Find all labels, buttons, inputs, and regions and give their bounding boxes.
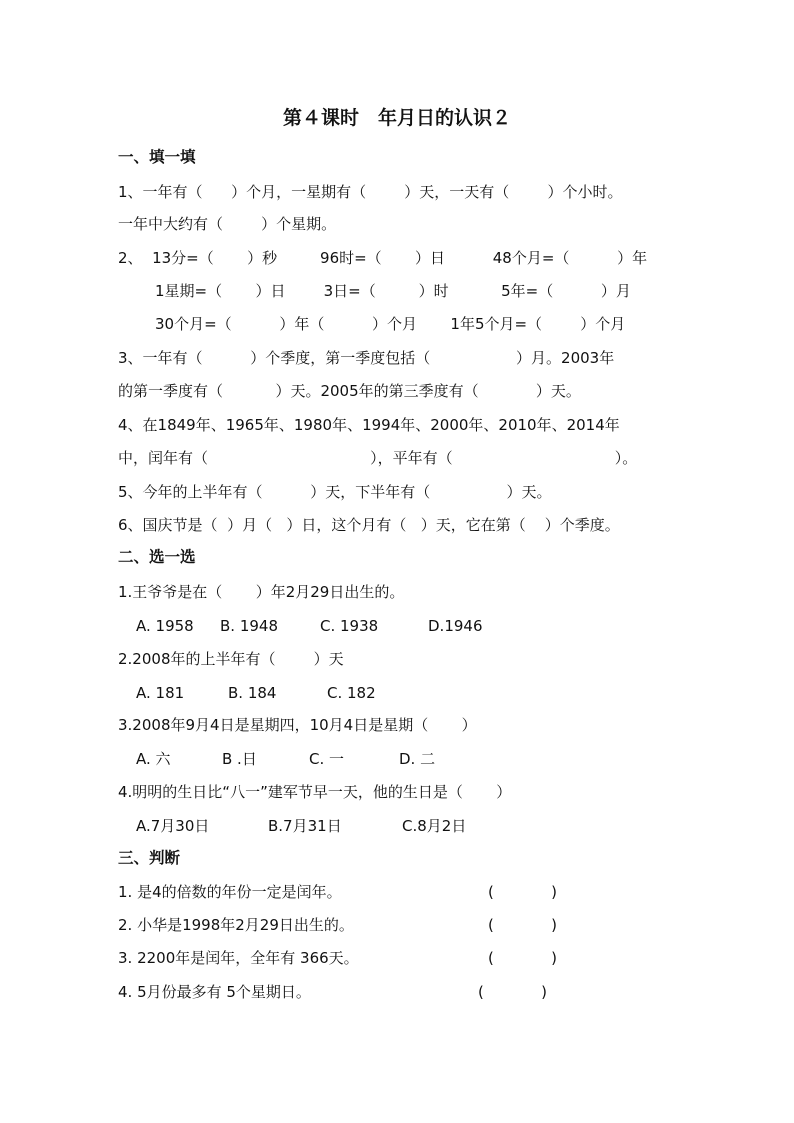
page-title: 第４课时 年月日的认识２	[282, 107, 511, 129]
fill-line-8: 4、在1849年、1965年、1980年、1994年、2000年、2010年、2014年	[118, 416, 620, 434]
fill-line-4: 1星期=（ ）日 3日=（ ）时 5年=（ ）月	[155, 282, 631, 300]
judge-answer-paren: ( )	[488, 949, 557, 967]
choice-option: D. 二	[399, 750, 436, 768]
choice-option: A. 六	[136, 750, 171, 768]
judge-item-2: 2. 小华是1998年2月29日出生的。	[118, 916, 354, 934]
choice-option: C. 一	[309, 750, 345, 768]
judge-item-1: 1. 是4的倍数的年份一定是闰年。	[118, 883, 342, 901]
judge-answer-paren: ( )	[478, 983, 547, 1001]
fill-line-10: 5、今年的上半年有（ ）天，下半年有（ ）天。	[118, 483, 552, 501]
judge-answer-paren: ( )	[488, 916, 557, 934]
choice-option: B.7月31日	[268, 817, 342, 835]
fill-line-7: 的第一季度有（ ）天。2005年的第三季度有（ ）天。	[118, 382, 581, 400]
fill-line-2: 一年中大约有（ ）个星期。	[118, 215, 337, 233]
choice-option: C.8月2日	[402, 817, 467, 835]
section-heading-choose: 二、选一选	[118, 548, 196, 566]
choice-option: C. 182	[327, 684, 376, 702]
choice-question-1: 1.王爷爷是在（ ）年2月29日出生的。	[118, 583, 405, 601]
choice-option: B .日	[222, 750, 257, 768]
choice-option: A.7月30日	[136, 817, 210, 835]
section-heading-fill: 一、填一填	[118, 148, 196, 166]
fill-line-5: 30个月=（ ）年（ ）个月 1年5个月=（ ）个月	[155, 315, 626, 333]
fill-line-6: 3、一年有（ ）个季度，第一季度包括（ ）月。2003年	[118, 349, 615, 367]
fill-line-9: 中，闰年有（ ），平年有（ ）。	[118, 449, 638, 467]
fill-line-3: 2、 13分=（ ）秒 96时=（ ）日 48个月=（ ）年	[118, 249, 648, 267]
choice-option: C. 1938	[320, 617, 379, 635]
choice-question-4: 4.明明的生日比“八一”建军节早一天，他的生日是（ ）	[118, 783, 512, 801]
choice-option: A. 181	[136, 684, 185, 702]
section-heading-judge: 三、判断	[118, 849, 181, 867]
choice-option: D.1946	[428, 617, 483, 635]
choice-question-3: 3.2008年9月4日是星期四，10月4日是星期（ ）	[118, 716, 477, 734]
choice-question-2: 2.2008年的上半年有（ ）天	[118, 650, 344, 668]
judge-item-3: 3. 2200年是闰年，全年有 366天。	[118, 949, 359, 967]
fill-line-1: 1、一年有（ ）个月，一星期有（ ）天，一天有（ ）个小时。	[118, 183, 623, 201]
judge-answer-paren: ( )	[488, 883, 557, 901]
fill-line-11: 6、国庆节是（ ）月（ ）日，这个月有（ ）天，它在第（ ）个季度。	[118, 516, 620, 534]
choice-option: A. 1958	[136, 617, 194, 635]
judge-item-4: 4. 5月份最多有 5个星期日。	[118, 983, 311, 1001]
choice-option: B. 184	[228, 684, 277, 702]
choice-option: B. 1948	[220, 617, 279, 635]
